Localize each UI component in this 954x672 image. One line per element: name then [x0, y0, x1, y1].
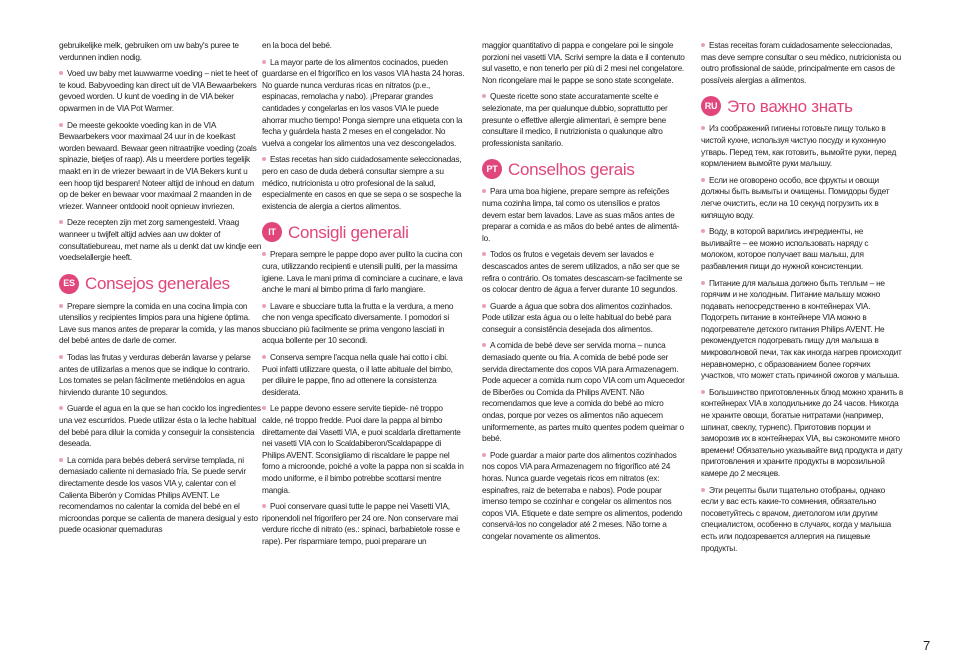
column-1: [59, 40, 262, 541]
bullet-text: Para uma boa higiene, prepare sempre as refeições numa cozinha limpa, tal como os utensílios e pratos devem estar bem lavados. Lave as suas mãos antes de preparar a comida e as mãos do bebé antes de alimentá-lo.: [482, 186, 680, 243]
bullet-item: [701, 123, 904, 169]
column-4: [701, 40, 904, 559]
bullet-text: Guarde el agua en la que se han cocido los ingredientes una vez escurridos. Puede utilizar ésta o la leche habitual del bebé para diluir la comida y conseguir la consistencia deseada.: [59, 403, 261, 449]
bullet-item: [482, 340, 685, 444]
language-badge-icon: ES: [59, 274, 79, 294]
section-title: Consejos generales: [85, 273, 230, 293]
bullet-dot-icon: [262, 406, 266, 410]
bullet-text: Puoi conservare quasi tutte le pappe nei Vasetti VIA, riponendoli nel frigorifero per 24 ore. Non conservare mai verdure ricche di nitrato (es.: spinaci, barbabietole rosse e rape). Per risparmiare tempo, puoi preparare un: [262, 501, 460, 546]
bullet-item: [59, 455, 262, 536]
bullet-dot-icon: [482, 343, 486, 347]
bullet-dot-icon: [262, 252, 266, 256]
paragraph-text: maggior quantitativo di pappa e congelare poi le singole porzioni nei vasetti VIA. Scrivi sempre la data e il contenuto sul vasetto, e non tenerlo per più di 2 mesi nel congelatore. Non ricongelare mai le pappe se sono state scongelate.: [482, 40, 685, 85]
bullet-text: Queste ricette sono state accuratamente scelte e selezionate, ma per qualunque dubbio, soprattutto per presunte o effettive allergie alimentari, è sempre bene consultare il medico, il nutrizionista o qualunque altro professionista sanitario.: [482, 91, 668, 148]
bullet-dot-icon: [59, 220, 63, 224]
bullet-text: La comida para bebés deberá servirse templada, ni demasiado caliente ni demasiado fría. Se puede servir directamente desde los vasos VIA y, calentar con el Calienta Biberón y Comidas Philips AVENT. Le recomendamos no calentar la comida del bebé en el microondas porque se calienta de manera desigual y esto puede ocasionar quemaduras: [59, 454, 258, 535]
bullet-dot-icon: [262, 355, 266, 359]
language-badge-icon: PT: [482, 159, 502, 179]
bullet-dot-icon: [701, 229, 705, 233]
bullet-text: La mayor parte de los alimentos cocinados, pueden guardarse en el frigorífico en los vasos VIA hasta 24 horas. No guarde nunca verduras ricas en nitratos (p.e., espinacas, remolacha y nabo). ¡Preparar grandes cantidades y congelarlas en los vasos VIA le puede ahorrar mucho tiempo! Ponga siempre una etiqueta con la fecha y guárdela hasta 2 meses en el congelador. No vuelva a congelar los alimentos una vez descongelados.: [262, 56, 465, 148]
bullet-item: [59, 217, 262, 263]
section-title: Это важно знать: [727, 96, 853, 116]
bullet-item: [482, 249, 685, 295]
bullet-item: [482, 450, 685, 543]
bullet-item: [701, 387, 904, 480]
bullet-dot-icon: [262, 504, 266, 508]
bullet-item: [59, 403, 262, 449]
bullet-dot-icon: [59, 304, 63, 308]
page-number: 7: [923, 638, 931, 653]
bullet-text: Большинство приготовленных блюд можно хранить в контейнерах VIA в холодильнике до 24 часов. Никогда не храните овощи, богатые нитратами (например, шпинат, свеклу, турнепс). Приготовив порции и заморозив их в контейнерах VIA, вы сэкономите много времени! Обязательно указывайте вид продукта и дату приготовления и храните продукты в морозильной камере до 2 месяцев.: [701, 386, 904, 478]
bullet-dot-icon: [482, 189, 486, 193]
bullet-item: [701, 485, 904, 555]
bullet-item: [482, 91, 685, 149]
bullet-dot-icon: [482, 304, 486, 308]
bullet-dot-icon: [262, 157, 266, 161]
section-heading-ru: [701, 95, 904, 117]
bullet-text: Le pappe devono essere servite tiepide- né troppo calde, né troppo fredde. Puoi dare la pappa al bimbo direttamente dai Vasetti VIA, e puoi scaldarla direttamente nei vasetti VIA con lo Scaldabiberon/Scaldapappe di Philips AVENT. Sconsigliamo di riscaldare le pappe nel forno a microonde, poiché a volte la pappa non si scalda in modo uniforme, e il bimbo potrebbe scottarsi mentre mangia.: [262, 403, 464, 495]
bullet-text: Воду, в которой варились ингредиенты, не выливайте – ее можно использовать наряду с молоком, которое получает ваш малыш, для разбавления пищи до нужной консистенции.: [701, 226, 869, 271]
bullet-item: [482, 301, 685, 336]
paragraph: [262, 40, 465, 52]
bullet-item: [262, 249, 465, 295]
bullet-text: Estas recetas han sido cuidadosamente seleccionadas, pero en caso de duda deberá consultar siempre a su médico, nutricionista u otro profesional de la salud, especialmente en casos en que se sepa o se sospeche la existencia de alergia a ciertos alimentos.: [262, 154, 462, 211]
bullet-text: Conserva sempre l'acqua nella quale hai cotto i cibi. Puoi infatti utilizzare questa, o il latte abituale del bimbo, per diluire le pappe, fino ad ottenere la consistenza desiderata.: [262, 352, 453, 397]
bullet-item: [262, 352, 465, 398]
bullet-text: Эти рецепты были тщательно отобраны, однако если у вас есть какие-то сомнения, обязательно посоветуйтесь с врачом, диетологом или другим специалистом, особенно в случаях, когда у малыша есть или подозревается аллергия на пищевые продукты.: [701, 484, 891, 553]
section-heading-es: [59, 273, 262, 295]
bullet-text: Preparа sempre le pappe dopo aver pulito la cucina con cura, utilizzando recipienti e utensili puliti, per la massima igiene. Lava le mani prima di cominciare a cucinare, e lava anche le mani al bimbo prima di farlo mangiare.: [262, 249, 463, 295]
bullet-item: [59, 352, 262, 398]
bullet-item: [701, 175, 904, 221]
bullet-item: [59, 68, 262, 114]
bullet-item: [701, 226, 904, 272]
section-title: Conselhos gerais: [508, 159, 635, 179]
paragraph: [482, 40, 685, 86]
bullet-dot-icon: [701, 390, 705, 394]
bullet-text: Todos os frutos e vegetais devem ser lavados e descascados antes de serem utilizados, a não ser que se refira o contrário. Os tomates descascam-se facilmente se os colocar dentro de água a ferver durante 10 segundos.: [482, 249, 683, 295]
bullet-text: Guarde a água que sobra dos alimentos cozinhados. Pode utilizar esta água ou o leite habitual do bebé para conseguir a consistência desejada dos alimentos.: [482, 300, 673, 334]
bullet-dot-icon: [701, 43, 705, 47]
bullet-dot-icon: [701, 281, 705, 285]
bullet-item: [262, 501, 465, 547]
paragraph: [59, 40, 262, 63]
paragraph-text: gebruikelijke melk, gebruiken om uw baby's puree te verdunnen indien nodig.: [59, 40, 239, 62]
bullet-item: [482, 186, 685, 244]
bullet-text: Питание для малыша должно быть теплым – не горячим и не холодным. Питание малышу можно подавать непосредственно в контейнерах VIA. Подогреть питание в контейнере VIA можно в подогревателе детского питания Philips AVENT. Не рекомендуется подогревать пищу для малыша в микроволновой печи, так как иногда нагрев происходит неравномерно, с образованием более горячих участков, что может стать причиной ожогов у малыша.: [701, 277, 902, 381]
bullet-dot-icon: [482, 94, 486, 98]
bullet-dot-icon: [59, 123, 63, 127]
bullet-text: Estas receitas foram cuidadosamente seleccionadas, mas deve sempre consultar o seu médico, nutricionista ou outro profissional de saúde, principalmente em casos de possíveis alergias a alimentos.: [701, 40, 901, 85]
bullet-text: Deze recepten zijn met zorg samengesteld. Vraag wanneer u twijfelt altijd advies aan uw dokter of consultatiebureau, met name als u denkt dat uw kindje een voedselallergie heeft.: [59, 217, 262, 263]
column-2: [262, 40, 465, 553]
bullet-item: [262, 403, 465, 496]
bullet-text: Lavare e sbucciare tutta la frutta e la verdura, a meno che non venga specificato diversamente. I pomodori si sbucciano più facilmente se prima vengono lasciati in acqua bollente per 10 secondi.: [262, 300, 454, 346]
bullet-text: A comida de bebé deve ser servida morna – nunca demasiado quente ou fria. A comida de bebé pode ser servida directamente dos copos VIA para Armazenagem. Pode aquecer a comida num copo VIA com um Aquecedor de Biberões ou Comida da Philips AVENT. Não recomendamos que leve a comida do bebé ao micro ondas, porque por vezes os alimentos não aquecem uniformemente, as partes muito quentes podem queimar o bebé.: [482, 340, 685, 444]
bullet-dot-icon: [59, 406, 63, 410]
bullet-dot-icon: [482, 252, 486, 256]
section-heading-it: [262, 221, 465, 243]
bullet-item: [59, 120, 262, 213]
column-3: [482, 40, 685, 548]
bullet-text: Voed uw baby met lauwwarme voeding – niet te heet of te koud. Babyvoeding kan direct uit de VIA Bewaarbekers gevoed worden. U kunt de voeding in de VIA beker opwarmen in de VIA Pot Warmer.: [59, 68, 258, 113]
bullet-text: Todas las frutas y verduras deberán lavarse y pelarse antes de utilizarlas a menos que se indique lo contrario. Los tomates se pelan fácilmente metiéndolos en agua hirviendo durante 10 segundos.: [59, 352, 251, 397]
bullet-dot-icon: [701, 178, 705, 182]
bullet-dot-icon: [262, 60, 266, 64]
bullet-text: Pode guardar a maior parte dos alimentos cozinhados nos copos VIA para Armazenagem no frigorífico até 24 horas. Nunca guarde vegetais ricos em nitratos (ex: espinafres, raiz de beterraba e nabos). Pode poupar imenso tempo se cozinhar e congelar os alimentos nos copos VIA. Etiquete e date sempre os alimentos, podendo conservá-los no congelador até 2 meses. Não torne a congelar novamente os alimentos.: [482, 449, 683, 541]
section-title: Consigli generali: [288, 222, 409, 242]
bullet-item: [262, 57, 465, 150]
section-heading-pt: [482, 158, 685, 180]
bullet-dot-icon: [59, 71, 63, 75]
bullet-text: Если не оговорено особо, все фрукты и овощи должны быть вымыты и очищены. Помидоры будет легче очистить, если на 10 секунд погрузить их в кипящую воду.: [701, 174, 890, 220]
bullet-dot-icon: [59, 355, 63, 359]
bullet-dot-icon: [59, 458, 63, 462]
bullet-item: [262, 301, 465, 347]
language-badge-icon: IT: [262, 222, 282, 242]
language-badge-icon: RU: [701, 96, 721, 116]
bullet-dot-icon: [482, 453, 486, 457]
bullet-item: [59, 301, 262, 347]
bullet-dot-icon: [262, 304, 266, 308]
bullet-dot-icon: [701, 488, 705, 492]
bullet-item: [701, 40, 904, 86]
bullet-dot-icon: [701, 126, 705, 130]
bullet-item: [701, 278, 904, 382]
bullet-item: [262, 154, 465, 212]
bullet-text: Из соображений гигиены готовьте пищу только в чистой кухне, используя чистую посуду и кухонную утварь. Перед тем, как готовить, вымойте руки, перед кормлением вымойте руки малышу.: [701, 123, 897, 169]
paragraph-text: en la boca del bebé.: [262, 40, 332, 50]
bullet-text: Prepare siempre la comida en una cocina limpia con utensilios y recipientes limpios para una higiene óptima. Lave sus manos antes de preparar la comida, y las manos del bebé antes de darle de comer.: [59, 300, 261, 346]
bullet-text: De meeste gekookte voeding kan in de VIA Bewaarbekers voor maximaal 24 uur in de koelkast worden bewaard. Bewaar geen nitraatrijke voeding (zoals spinazie, bietjes of raap). Als u meerdere porties tegelijk maakt en in de vriezer bewaart in de VIA Bekers kunt u een hoop tijd besparen! Noteer altijd de inhoud en datum op de beker en bewaar voor maximaal 2 maanden in de vriezer. Wanneer ontdooid nooit opnieuw invriezen.: [59, 119, 257, 211]
